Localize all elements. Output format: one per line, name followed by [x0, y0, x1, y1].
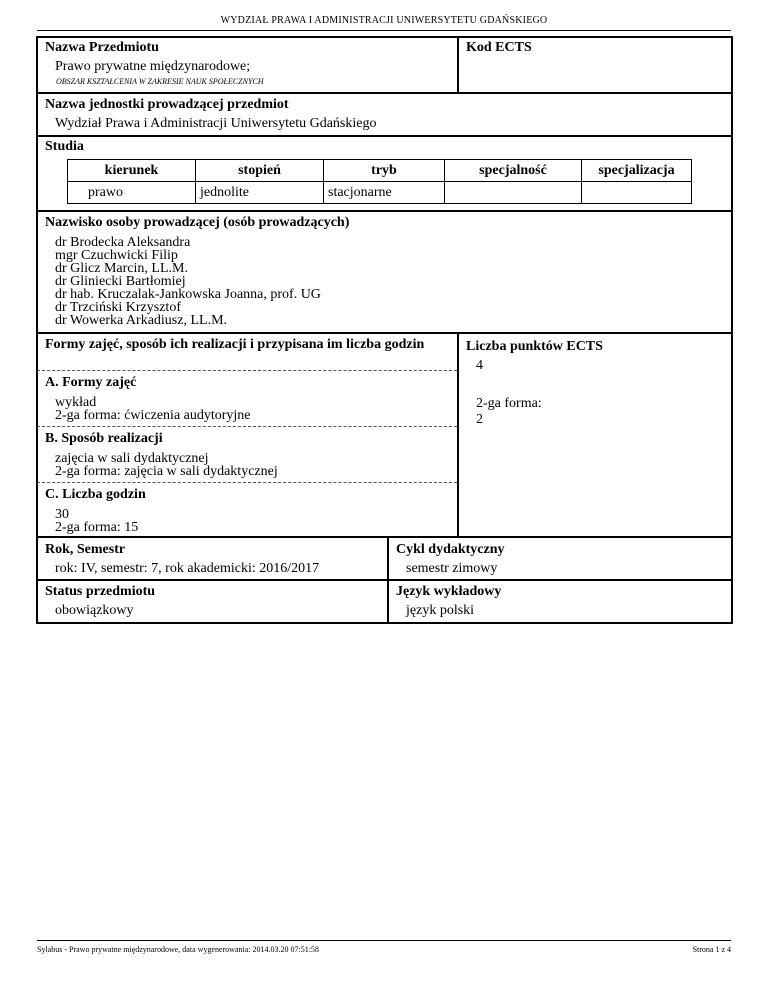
ects-points-label: Liczba punktów ECTS — [466, 339, 603, 354]
lecturer-name: dr Trzciński Krzysztof — [55, 300, 181, 315]
status-label: Status przedmiotu — [45, 584, 156, 599]
forms-label: Formy zajęć, sposób ich realizacji i przypisana im liczba godzin — [45, 337, 425, 352]
divider — [37, 426, 457, 427]
divider — [37, 92, 731, 94]
ects-points-value: 4 — [476, 358, 483, 373]
lecturer-name: mgr Czuchwicki Filip — [55, 248, 178, 263]
lecturers-label: Nazwisko osoby prowadzącej (osób prowadzących) — [45, 215, 350, 230]
forms-a-label: A. Formy zajęć — [45, 375, 137, 390]
status-value: obowiązkowy — [55, 603, 134, 618]
studies-header-tryb: tryb — [324, 160, 445, 182]
lecturer-name: dr Gliniecki Bartłomiej — [55, 274, 186, 289]
lecturer-name: dr hab. Kruczalak-Jankowska Joanna, prof. UG — [55, 287, 321, 302]
ects-second-form-label: 2-ga forma: — [476, 396, 542, 411]
footer-left: Sylabus - Prawo prywatne międzynarodowe, data wygenerowania: 2014.03.20 07:51:58 — [37, 945, 319, 954]
language-value: język polski — [406, 603, 475, 618]
lecturer-name: dr Glicz Marcin, LL.M. — [55, 261, 188, 276]
course-name-label: Nazwa Przedmiotu — [45, 40, 159, 55]
studies-header-stopien: stopień — [196, 160, 324, 182]
forms-b-label: B. Sposób realizacji — [45, 431, 163, 446]
divider — [37, 370, 457, 371]
course-area: OBSZAR KSZTAŁCENIA W ZAKRESIE NAUK SPOŁECZNYCH — [56, 77, 264, 86]
studies-cell-specjalizacja — [582, 182, 692, 204]
ects-second-form-value: 2 — [476, 412, 483, 427]
cycle-value: semestr zimowy — [406, 561, 498, 576]
studies-cell-tryb: stacjonarne — [324, 182, 445, 204]
lecturers-list — [55, 236, 321, 327]
footer-divider — [37, 940, 731, 941]
page-header: WYDZIAŁ PRAWA I ADMINISTRACJI UNIWERSYTETU GDAŃSKIEGO — [220, 15, 548, 26]
studies-table — [67, 159, 692, 204]
studies-header-specjalnosc: specjalność — [445, 160, 582, 182]
studies-header-specjalizacja: specjalizacja — [582, 160, 692, 182]
lecturer-name: dr Wowerka Arkadiusz, LL.M. — [55, 313, 228, 328]
studies-cell-stopien: jednolite — [196, 182, 324, 204]
studies-header-kierunek: kierunek — [68, 160, 196, 182]
studies-cell-specjalnosc — [445, 182, 582, 204]
unit-label: Nazwa jednostki prowadzącej przedmiot — [45, 97, 289, 112]
year-value: rok: IV, semestr: 7, rok akademicki: 2016/2017 — [55, 561, 320, 576]
divider — [37, 332, 731, 334]
form-value: zajęcia w sali dydaktycznej — [55, 451, 209, 466]
ects-code-label: Kod ECTS — [466, 40, 532, 55]
forms-c-values — [55, 508, 138, 534]
header-divider — [37, 30, 731, 31]
divider — [37, 482, 457, 483]
form-value: 30 — [55, 507, 69, 522]
studies-label: Studia — [45, 139, 84, 154]
form-value: wykład — [55, 395, 97, 410]
year-label: Rok, Semestr — [45, 542, 126, 557]
divider — [457, 37, 459, 93]
studies-cell-kierunek: prawo — [68, 182, 196, 204]
divider — [37, 579, 731, 581]
forms-a-values — [55, 396, 251, 422]
divider — [457, 333, 459, 537]
forms-b-values — [55, 452, 278, 478]
language-label: Język wykładowy — [396, 584, 502, 599]
unit-value: Wydział Prawa i Administracji Uniwersytetu Gdańskiego — [55, 116, 377, 131]
divider — [37, 135, 731, 137]
course-name-value: Prawo prywatne międzynarodowe; — [55, 59, 251, 74]
form-value: 2-ga forma: ćwiczenia audytoryjne — [55, 408, 251, 423]
form-value: 2-ga forma: zajęcia w sali dydaktycznej — [55, 464, 278, 479]
footer-page-number: Strona 1 z 4 — [692, 945, 731, 954]
cycle-label: Cykl dydaktyczny — [396, 542, 505, 557]
divider — [37, 536, 731, 538]
form-value: 2-ga forma: 15 — [55, 520, 139, 535]
divider — [37, 210, 731, 212]
forms-c-label: C. Liczba godzin — [45, 487, 146, 502]
lecturer-name: dr Brodecka Aleksandra — [55, 235, 191, 250]
